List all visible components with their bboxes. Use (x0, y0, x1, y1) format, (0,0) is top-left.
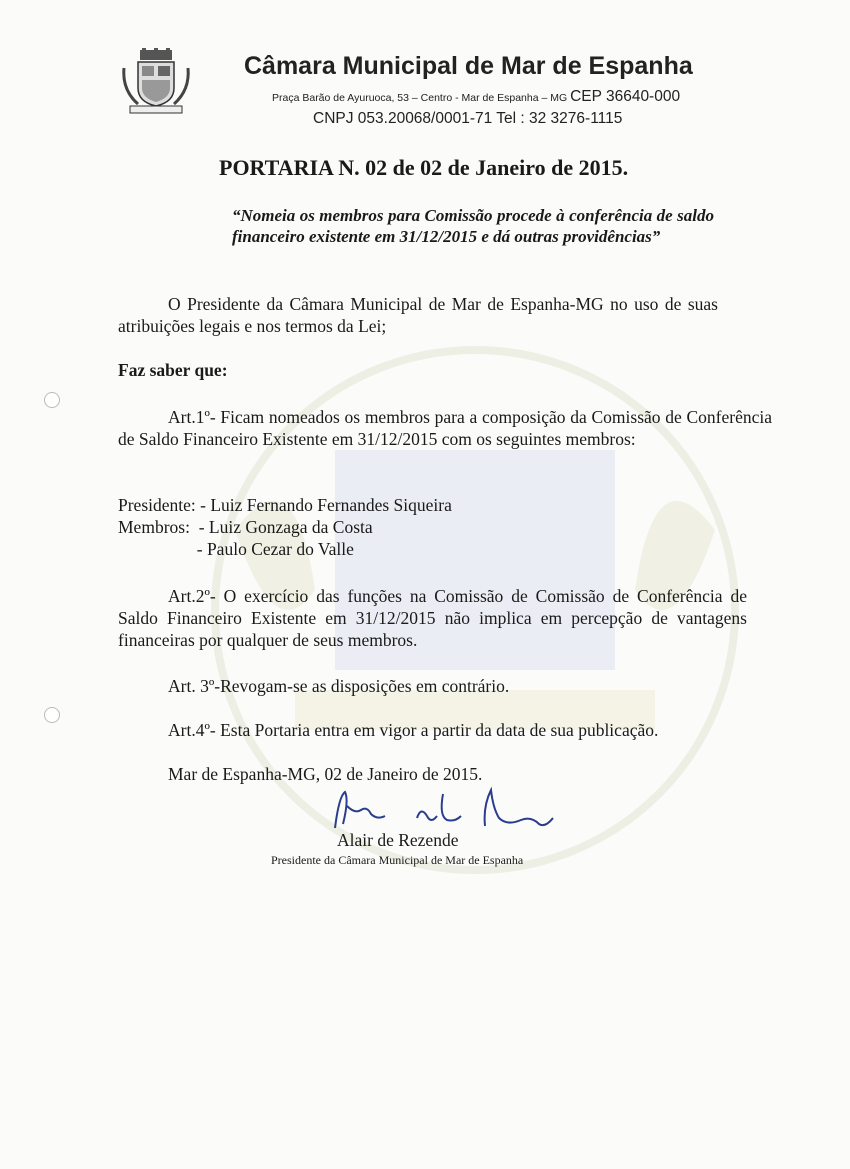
punch-hole-bottom (44, 707, 60, 723)
article-1: Art.1º- Ficam nomeados os membros para a composição da Comissão de Conferência de Saldo Financeiro Existente em 31/12/2015 com os seguintes membros: (118, 407, 772, 449)
cnpj-phone-line: CNPJ 053.20068/0001-71 Tel : 32 3276-1115 (313, 110, 623, 127)
address-text: Praça Barão de Ayuruoca, 53 – Centro - Mar de Espanha – MG (272, 92, 568, 104)
article-2: Art.2º- O exercício das funções na Comissão de Comissão de Conferência de Saldo Financeiro Existente em 31/12/2015 não implica em percepção de vantagens financeiras por qualquer de seus membros. (118, 586, 747, 650)
members-list (118, 494, 452, 560)
faz-saber-heading: Faz saber que: (118, 360, 228, 380)
cep-text: CEP 36640-000 (570, 88, 681, 105)
document-title: PORTARIA N. 02 de 02 de Janeiro de 2015. (219, 155, 629, 180)
member-line-2: - Paulo Cezar do Valle (118, 539, 354, 559)
handwritten-signature (325, 786, 560, 836)
address-line (272, 88, 680, 106)
institution-name: Câmara Municipal de Mar de Espanha (244, 52, 693, 80)
article-3: Art. 3º-Revogam-se as disposições em contrário. (168, 676, 510, 696)
article-4: Art.4º- Esta Portaria entra em vigor a partir da data de sua publicação. (168, 720, 659, 740)
signatory-name: Alair de Rezende (337, 830, 459, 850)
signatory-role: Presidente da Câmara Municipal de Mar de Espanha (271, 853, 524, 867)
preamble-paragraph: O Presidente da Câmara Municipal de Mar de Espanha-MG no uso de suas atribuições legais e nos termos da Lei; (118, 294, 718, 336)
punch-hole-top (44, 392, 60, 408)
place-date: Mar de Espanha-MG, 02 de Janeiro de 2015. (168, 764, 483, 784)
coat-of-arms-logo (120, 48, 192, 116)
member-line-1: Membros: - Luiz Gonzaga da Costa (118, 517, 373, 537)
president-line: Presidente: - Luiz Fernando Fernandes Siqueira (118, 495, 452, 515)
ementa: “Nomeia os membros para Comissão procede à conferência de saldo financeiro existente em 31/12/2015 e dá outras providências” (232, 206, 714, 246)
